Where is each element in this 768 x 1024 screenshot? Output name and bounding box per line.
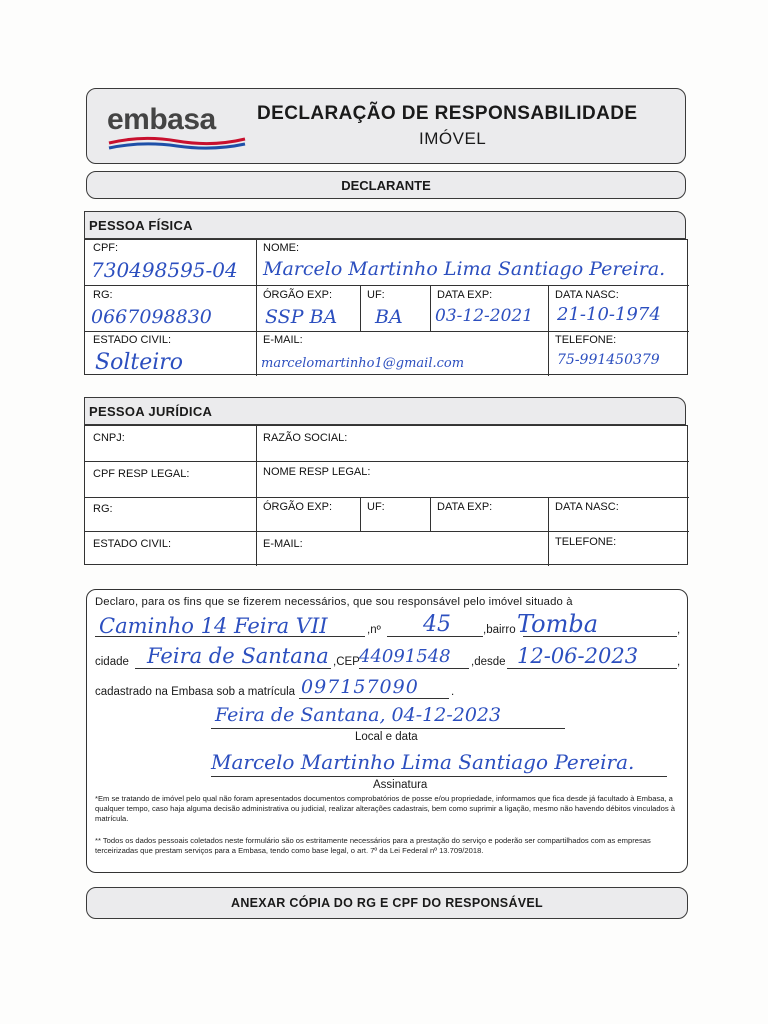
comma-2: , [677, 656, 681, 668]
header-box [86, 88, 686, 164]
assinatura-line [211, 776, 667, 777]
cep-label: ,CEP [333, 656, 360, 668]
declaration-intro: Declaro, para os fins que se fizerem necessários, que sou responsável pelo imóvel situado à [95, 596, 573, 608]
rg-label: RG: [93, 289, 113, 301]
uf-value[interactable]: BA [375, 306, 403, 328]
orgao-exp-label: ÓRGÃO EXP: [263, 289, 333, 301]
orgao-exp-value[interactable]: SSP BA [265, 306, 338, 328]
desde-value[interactable]: 12-06-2023 [517, 644, 639, 668]
telefone-label: TELEFONE: [555, 334, 617, 346]
rg-value[interactable]: 0667098830 [91, 306, 212, 328]
declarante-bar [86, 171, 686, 199]
pj-orgao-label: ÓRGÃO EXP: [263, 501, 333, 513]
declaration-box [86, 589, 688, 873]
telefone-value[interactable]: 75-991450379 [557, 352, 660, 368]
assinatura-label: Assinatura [373, 779, 428, 791]
cnpj-label: CNPJ: [93, 432, 125, 444]
pj-data-nasc-label: DATA NASC: [555, 501, 619, 513]
matricula-value[interactable]: 097157090 [301, 676, 419, 698]
cpf-value[interactable]: 730498595-04 [91, 258, 238, 282]
cpf-label: CPF: [93, 242, 119, 254]
assinatura-value[interactable]: Marcelo Martinho Lima Santiago Pereira. [211, 750, 635, 774]
cep-line [359, 668, 469, 669]
data-nasc-value[interactable]: 21-10-1974 [557, 304, 661, 325]
page-title: DECLARAÇÃO DE RESPONSABILIDADE [257, 103, 638, 124]
cpf-resp-label: CPF RESP LEGAL: [93, 468, 190, 480]
local-data-label: Local e data [355, 731, 418, 743]
numero-label: ,nº [367, 624, 381, 636]
pessoa-juridica-header [84, 397, 686, 425]
pj-estado-civil-label: ESTADO CIVIL: [93, 538, 172, 550]
cep-value[interactable]: 44091548 [359, 646, 451, 667]
matricula-label: cadastrado na Embasa sob a matrícula [95, 686, 296, 698]
pessoa-fisica-title: PESSOA FÍSICA [89, 218, 193, 233]
local-data-line [211, 728, 565, 729]
data-nasc-label: DATA NASC: [555, 289, 619, 301]
email-value[interactable]: marcelomartinho1@gmail.com [261, 356, 465, 371]
logo-wave-icon [107, 133, 247, 153]
data-exp-label: DATA EXP: [437, 289, 493, 301]
nome-label: NOME: [263, 242, 300, 254]
pj-email-label: E-MAIL: [263, 538, 303, 550]
period: . [451, 686, 455, 698]
matricula-line [299, 698, 449, 699]
embasa-logo [107, 103, 247, 151]
logo-text: embasa [107, 103, 216, 136]
page-subtitle: IMÓVEL [419, 129, 487, 148]
cidade-line [135, 668, 331, 669]
cidade-label: cidade [95, 656, 129, 668]
endereco-value[interactable]: Caminho 14 Feira VII [99, 614, 328, 638]
pj-rg-label: RG: [93, 503, 113, 515]
footer-bar [86, 887, 688, 919]
nome-resp-label: NOME RESP LEGAL: [263, 466, 371, 478]
numero-value[interactable]: 45 [423, 612, 451, 637]
razao-social-label: RAZÃO SOCIAL: [263, 432, 348, 444]
bairro-label: ,bairro [483, 624, 516, 636]
nome-value[interactable]: Marcelo Martinho Lima Santiago Pereira. [263, 258, 666, 280]
pessoa-fisica-header [84, 211, 686, 239]
comma-1: , [677, 624, 681, 636]
footer-label: ANEXAR CÓPIA DO RG E CPF DO RESPONSÁVEL [231, 896, 543, 910]
email-label: E-MAIL: [263, 334, 303, 346]
desde-line [507, 668, 677, 669]
desde-label: ,desde [471, 656, 506, 668]
estado-civil-value[interactable]: Solteiro [95, 350, 184, 375]
data-exp-value[interactable]: 03-12-2021 [435, 306, 534, 326]
note-dados: ** Todos os dados pessoais coletados neste formulário são os estritamente necessários para a prestação do serviço e poderão ser compartilhados com as empresas terceirizadas que prestam serviços para a Embasa, tendo como base legal, o art. 7º da Lei Federal nº 13.709/2018. [95, 836, 651, 855]
cidade-value[interactable]: Feira de Santana [147, 644, 329, 668]
pj-uf-label: UF: [367, 501, 385, 513]
bairro-value[interactable]: Tomba [517, 610, 599, 638]
note-posse: *Em se tratando de imóvel pelo qual não foram apresentados documentos comprobatórios de posse e/ou propriedade, informamos que fica desde já facultado à Embasa, a qualquer tempo, caso haja alguma decisão administrativa ou judicial, realizar alterações cadastrais, bem como suprimir a ligação, mesmo não havendo débitos vinculados à matrícula. [95, 794, 675, 823]
local-data-value[interactable]: Feira de Santana, 04-12-2023 [215, 704, 502, 726]
uf-label: UF: [367, 289, 385, 301]
pessoa-fisica-grid [84, 239, 688, 375]
pessoa-juridica-grid [84, 425, 688, 565]
declarante-label: DECLARANTE [341, 178, 431, 193]
estado-civil-label: ESTADO CIVIL: [93, 334, 172, 346]
pj-data-exp-label: DATA EXP: [437, 501, 493, 513]
pj-telefone-label: TELEFONE: [555, 536, 617, 548]
pessoa-juridica-title: PESSOA JURÍDICA [89, 404, 213, 419]
